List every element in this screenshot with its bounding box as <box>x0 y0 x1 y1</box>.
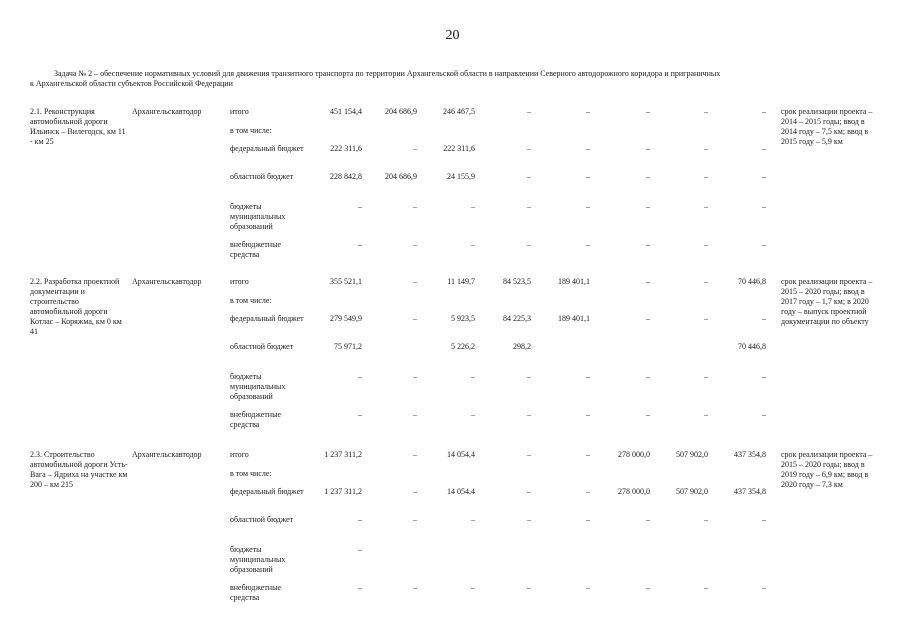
amount-cell: – <box>586 450 590 459</box>
amount-cell: – <box>586 172 590 181</box>
amount-cell: – <box>646 172 650 181</box>
funding-source: итого <box>230 107 249 116</box>
amount-cell: – <box>413 450 417 459</box>
funding-source: федеральный бюджет <box>230 144 304 153</box>
amount-cell: 507 902,0 <box>676 450 708 459</box>
amount-cell: – <box>527 202 531 211</box>
amount-cell: 14 054,4 <box>447 487 475 496</box>
amount-cell: – <box>471 410 475 419</box>
amount-cell: 189 401,1 <box>558 277 590 286</box>
amount-cell: 204 686,9 <box>385 172 417 181</box>
amount-cell: – <box>527 172 531 181</box>
amount-cell: 279 549,9 <box>330 314 362 323</box>
amount-cell: – <box>646 515 650 524</box>
amount-cell: – <box>413 372 417 381</box>
funding-source: внебюджетные средства <box>230 583 281 602</box>
amount-cell: – <box>358 202 362 211</box>
amount-cell: – <box>413 583 417 592</box>
amount-cell: 1 237 311,2 <box>324 487 362 496</box>
executor: Архангельскавтодор <box>132 450 202 459</box>
amount-cell: – <box>646 144 650 153</box>
task-heading <box>30 69 870 89</box>
amount-cell: – <box>762 172 766 181</box>
executor: Архангельскавтодор <box>132 107 202 116</box>
amount-cell: 84 523,5 <box>503 277 531 286</box>
amount-cell: – <box>527 144 531 153</box>
object-name: 2.1. Реконструкция автомобильной дороги Ильинск – Вилегодск, км 11 - км 25 <box>30 107 126 146</box>
funding-source: внебюджетные средства <box>230 410 281 429</box>
amount-cell: – <box>586 202 590 211</box>
amount-cell: – <box>704 515 708 524</box>
amount-cell: – <box>762 202 766 211</box>
amount-cell: – <box>358 372 362 381</box>
amount-cell: – <box>762 240 766 249</box>
amount-cell: – <box>646 410 650 419</box>
amount-cell: – <box>586 515 590 524</box>
amount-cell: 189 401,1 <box>558 314 590 323</box>
amount-cell: – <box>358 515 362 524</box>
project-note: срок реализации проекта – 2015 – 2020 годы; ввод в 2019 году – 6,9 км; ввод в 2020 году – 7,3 км <box>781 450 873 489</box>
amount-cell: – <box>704 314 708 323</box>
amount-cell: – <box>704 240 708 249</box>
amount-cell: – <box>527 450 531 459</box>
funding-source: федеральный бюджет <box>230 487 304 496</box>
funding-source: бюджеты муниципальных образований <box>230 372 286 401</box>
amount-cell: – <box>358 583 362 592</box>
amount-cell: – <box>527 583 531 592</box>
amount-cell: – <box>586 487 590 496</box>
amount-cell: – <box>762 583 766 592</box>
amount-cell: – <box>586 144 590 153</box>
funding-source: итого <box>230 450 249 459</box>
executor: Архангельскавтодор <box>132 277 202 286</box>
amount-cell: – <box>413 410 417 419</box>
amount-cell: – <box>646 314 650 323</box>
amount-cell: 204 686,9 <box>385 107 417 116</box>
funding-source: в том числе: <box>230 126 272 135</box>
funding-source: федеральный бюджет <box>230 314 304 323</box>
amount-cell: 5 923,5 <box>451 314 475 323</box>
page-number: 20 <box>445 28 460 43</box>
funding-source: в том числе: <box>230 296 272 305</box>
amount-cell: – <box>527 372 531 381</box>
amount-cell: – <box>413 314 417 323</box>
amount-cell: 298,2 <box>513 342 531 351</box>
amount-cell: 84 225,3 <box>503 314 531 323</box>
amount-cell: 70 446,8 <box>738 277 766 286</box>
amount-cell: – <box>358 545 362 554</box>
amount-cell: 24 155,9 <box>447 172 475 181</box>
amount-cell: – <box>527 410 531 419</box>
amount-cell: – <box>586 240 590 249</box>
funding-source: итого <box>230 277 249 286</box>
amount-cell: – <box>358 240 362 249</box>
task-heading-line-1: Задача № 2 – обеспечение нормативных условий для движения транзитного транспорта по территории Архангельской области в направлении Северного автодорожного коридора и приграничных <box>54 69 721 78</box>
funding-source: бюджеты муниципальных образований <box>230 545 286 574</box>
amount-cell: – <box>762 144 766 153</box>
amount-cell: 11 149,7 <box>447 277 475 286</box>
amount-cell: – <box>762 515 766 524</box>
amount-cell: – <box>413 144 417 153</box>
amount-cell: – <box>586 107 590 116</box>
amount-cell: 437 354,8 <box>734 487 766 496</box>
funding-source: областной бюджет <box>230 515 294 524</box>
amount-cell: 75 971,2 <box>334 342 362 351</box>
amount-cell: 246 467,5 <box>443 107 475 116</box>
funding-source: областной бюджет <box>230 172 294 181</box>
amount-cell: – <box>646 240 650 249</box>
amount-cell: – <box>586 410 590 419</box>
amount-cell: 228 842,8 <box>330 172 362 181</box>
amount-cell: – <box>762 107 766 116</box>
funding-source: областной бюджет <box>230 342 294 351</box>
amount-cell: – <box>762 314 766 323</box>
funding-source: бюджеты муниципальных образований <box>230 202 286 231</box>
amount-cell: – <box>704 202 708 211</box>
amount-cell: 507 902,0 <box>676 487 708 496</box>
object-name: 2.3. Строительство автомобильной дороги Усть-Вага – Ядриха на участке км 200 – км 215 <box>30 450 128 489</box>
amount-cell: – <box>358 410 362 419</box>
amount-cell: – <box>471 515 475 524</box>
amount-cell: – <box>704 410 708 419</box>
amount-cell: – <box>704 583 708 592</box>
amount-cell: 222 311,6 <box>330 144 362 153</box>
amount-cell: 278 000,0 <box>618 487 650 496</box>
amount-cell: – <box>704 372 708 381</box>
funding-source: внебюджетные средства <box>230 240 281 259</box>
amount-cell: 278 000,0 <box>618 450 650 459</box>
amount-cell: – <box>762 410 766 419</box>
amount-cell: – <box>413 277 417 286</box>
amount-cell: – <box>704 277 708 286</box>
amount-cell: – <box>646 372 650 381</box>
amount-cell: – <box>471 202 475 211</box>
amount-cell: – <box>646 202 650 211</box>
amount-cell: 1 237 311,2 <box>324 450 362 459</box>
amount-cell: – <box>527 515 531 524</box>
amount-cell: – <box>527 107 531 116</box>
amount-cell: 222 311,6 <box>443 144 475 153</box>
object-name: 2.2. Разработка проектной документации и строительство автомобильной дороги Котлас – Коряжма, км 0 км 41 <box>30 277 122 336</box>
amount-cell: 437 354,8 <box>734 450 766 459</box>
amount-cell: – <box>704 107 708 116</box>
amount-cell: – <box>646 107 650 116</box>
amount-cell: 14 054,4 <box>447 450 475 459</box>
amount-cell: 451 154,4 <box>330 107 362 116</box>
amount-cell: – <box>646 583 650 592</box>
amount-cell: – <box>471 372 475 381</box>
amount-cell: – <box>471 240 475 249</box>
amount-cell: – <box>586 372 590 381</box>
amount-cell: – <box>762 372 766 381</box>
amount-cell: – <box>413 202 417 211</box>
task-heading-line-2: к Архангельской области субъектов Российской Федерации <box>30 79 233 88</box>
amount-cell: – <box>413 240 417 249</box>
amount-cell: 5 226,2 <box>451 342 475 351</box>
amount-cell: – <box>646 277 650 286</box>
amount-cell: – <box>471 583 475 592</box>
project-note: срок реализации проекта – 2014 – 2015 годы; ввод в 2014 году – 7,5 км; ввод в 2015 году – 5,9 км <box>781 107 873 146</box>
amount-cell: – <box>704 144 708 153</box>
funding-source: в том числе: <box>230 469 272 478</box>
amount-cell: 355 521,1 <box>330 277 362 286</box>
amount-cell: – <box>704 172 708 181</box>
amount-cell: – <box>413 487 417 496</box>
amount-cell: – <box>586 583 590 592</box>
amount-cell: – <box>527 487 531 496</box>
project-note: срок реализации проекта – 2015 – 2020 годы; ввод в 2017 году – 1,7 км; в 2020 году – выпуск проектной документации по объекту <box>781 277 873 326</box>
amount-cell: – <box>527 240 531 249</box>
amount-cell: – <box>413 515 417 524</box>
amount-cell: 70 446,8 <box>738 342 766 351</box>
